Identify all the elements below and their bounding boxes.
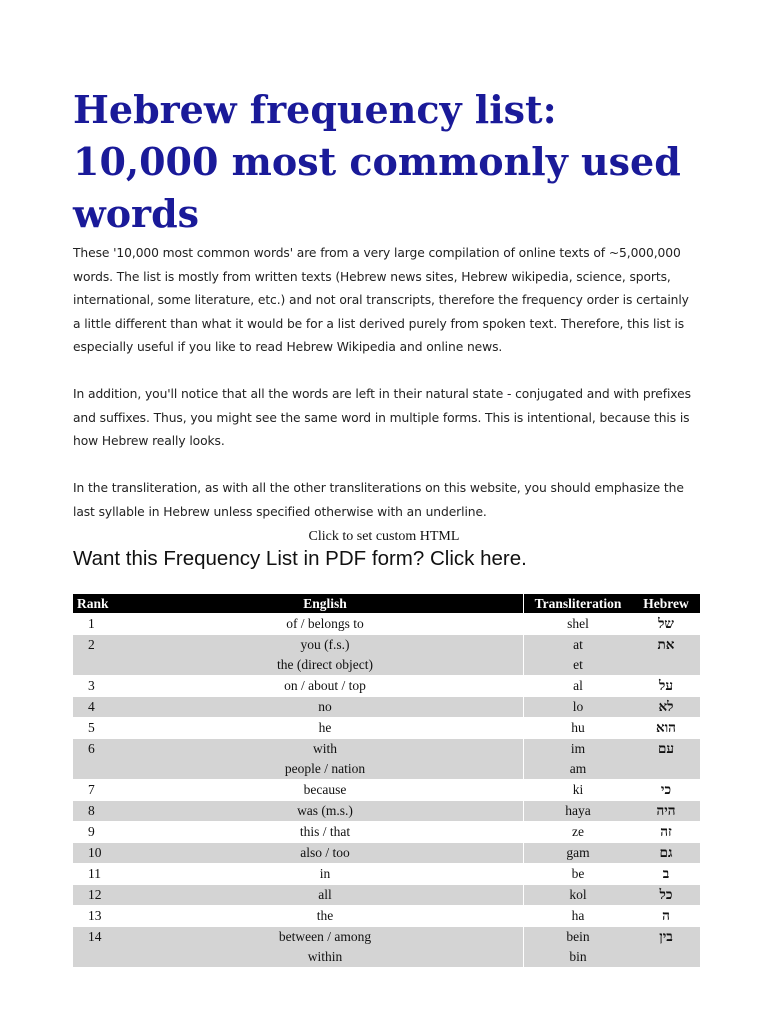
cell-rank: 7 — [73, 780, 127, 800]
cell-hebrew: זה — [632, 822, 700, 842]
cell-english — [127, 801, 523, 821]
cell-rank: 3 — [73, 676, 127, 696]
cell-rank: 4 — [73, 697, 127, 717]
transliteration-value: ha — [571, 908, 585, 923]
table-row — [73, 927, 700, 967]
cell-hebrew: הוא — [632, 718, 700, 738]
cell-transliteration — [523, 843, 632, 863]
table-row — [73, 718, 700, 738]
table-row — [73, 697, 700, 717]
cell-english — [127, 864, 523, 884]
cell-english — [127, 885, 523, 905]
table-row — [73, 780, 700, 800]
title-line: Hebrew frequency list: — [73, 87, 557, 132]
cell-transliteration — [523, 739, 632, 779]
pdf-prompt-text: Want this Frequency List in PDF form? Click — [73, 547, 481, 570]
header-transliteration: Transliteration — [523, 594, 632, 613]
transliteration-value: hu — [571, 720, 585, 735]
cell-english — [127, 822, 523, 842]
title-line: 10,000 most commonly used — [73, 139, 681, 184]
cell-english — [127, 739, 523, 779]
cell-hebrew: ה — [632, 906, 700, 926]
cell-hebrew: גם — [632, 843, 700, 863]
cell-hebrew: בין — [632, 927, 700, 967]
cell-hebrew: כל — [632, 885, 700, 905]
cell-english — [127, 906, 523, 926]
transliteration-value: ki — [572, 782, 584, 797]
english-meaning: was (m.s.) — [297, 803, 353, 818]
transliteration-value: bin — [569, 949, 587, 964]
table-header-row — [73, 594, 700, 613]
transliteration-value: lo — [572, 699, 584, 714]
transliteration-value: haya — [565, 803, 591, 818]
title-line: words — [73, 191, 200, 236]
transliteration-value: gam — [566, 845, 590, 860]
cell-transliteration — [523, 614, 632, 634]
cell-rank: 14 — [73, 927, 127, 967]
english-meaning: all — [318, 887, 332, 902]
table-row — [73, 676, 700, 696]
table-row — [73, 801, 700, 821]
cell-english — [127, 614, 523, 634]
transliteration-value: bein — [566, 929, 590, 944]
cell-transliteration — [523, 885, 632, 905]
transliteration-value: ze — [572, 824, 584, 839]
table-row — [73, 739, 700, 779]
english-meaning: within — [307, 949, 343, 964]
cell-transliteration — [523, 697, 632, 717]
english-meaning: on / about / top — [284, 678, 366, 693]
intro-paragraph: These '10,000 most common words' are from a very large compilation of online texts of ~5,000,000 words. The list is mostly from written texts (Hebrew news sites, Hebrew wikipedia, science, sports, international, some literature, etc.) and not oral transcripts, therefore the frequency order is certainly a little different than what it would be for a list derived purely from spoken text. Therefore, this list is especially useful if you like to read Hebrew Wikipedia and online news. — [73, 246, 689, 354]
transliteration-value: im — [570, 741, 586, 756]
cell-hebrew: של — [632, 614, 700, 634]
transliteration-value: et — [573, 657, 583, 672]
english-meaning: with — [312, 741, 337, 756]
cell-transliteration — [523, 635, 632, 675]
transliteration-value: kol — [569, 887, 587, 902]
english-meaning: people / nation — [284, 761, 366, 776]
english-meaning: you (f.s.) — [300, 637, 350, 652]
english-meaning: no — [318, 699, 332, 714]
english-meaning: this / that — [299, 824, 351, 839]
header-rank: Rank — [73, 594, 127, 613]
transliteration-value: al — [573, 678, 583, 693]
header-hebrew: Hebrew — [632, 594, 700, 613]
cell-hebrew: עם — [632, 739, 700, 779]
transliteration-value: be — [571, 866, 585, 881]
page-title — [73, 84, 695, 240]
cell-transliteration — [523, 864, 632, 884]
cell-hebrew: על — [632, 676, 700, 696]
cell-transliteration — [523, 780, 632, 800]
cell-transliteration — [523, 822, 632, 842]
table-row — [73, 635, 700, 675]
custom-html-placeholder[interactable]: Click to set custom HTML — [308, 529, 460, 544]
english-meaning: also / too — [300, 845, 350, 860]
transliteration-paragraph: In the transliteration, as with all the other transliterations on this website, you should emphasize the last syllable in Hebrew unless specified otherwise with an underline. — [73, 481, 684, 519]
cell-hebrew: את — [632, 635, 700, 675]
cell-transliteration — [523, 801, 632, 821]
transliteration-value: am — [569, 761, 587, 776]
english-meaning: in — [319, 866, 331, 881]
frequency-table — [73, 593, 700, 968]
cell-rank: 6 — [73, 739, 127, 779]
cell-rank: 10 — [73, 843, 127, 863]
cell-transliteration — [523, 676, 632, 696]
cell-hebrew: היה — [632, 801, 700, 821]
transliteration-value: at — [573, 637, 583, 652]
english-meaning: the (direct object) — [277, 657, 373, 672]
table-row — [73, 906, 700, 926]
cell-rank: 11 — [73, 864, 127, 884]
header-english: English — [127, 594, 523, 613]
cell-hebrew: כי — [632, 780, 700, 800]
table-row — [73, 843, 700, 863]
table-row — [73, 885, 700, 905]
cell-rank: 13 — [73, 906, 127, 926]
table-row — [73, 864, 700, 884]
cell-english — [127, 718, 523, 738]
forms-paragraph: In addition, you'll notice that all the words are left in their natural state - conjugated and with prefixes and suffixes. Thus, you might see the same word in multiple forms. This is intentional, because this is how Hebrew really looks. — [73, 387, 691, 448]
cell-hebrew: ב — [632, 864, 700, 884]
cell-rank: 12 — [73, 885, 127, 905]
english-meaning: he — [318, 720, 332, 735]
table-row — [73, 614, 700, 634]
table-body — [73, 614, 700, 967]
english-meaning: of / belongs to — [286, 616, 364, 631]
pdf-link[interactable]: here. — [480, 547, 527, 570]
cell-english — [127, 780, 523, 800]
cell-english — [127, 927, 523, 967]
cell-rank: 9 — [73, 822, 127, 842]
cell-rank: 5 — [73, 718, 127, 738]
cell-transliteration — [523, 927, 632, 967]
table-row — [73, 822, 700, 842]
cell-english — [127, 697, 523, 717]
cell-english — [127, 676, 523, 696]
transliteration-value: shel — [567, 616, 589, 631]
cell-english — [127, 635, 523, 675]
cell-rank: 2 — [73, 635, 127, 675]
english-meaning: the — [316, 908, 334, 923]
cell-hebrew: לא — [632, 697, 700, 717]
cell-rank: 1 — [73, 614, 127, 634]
pdf-prompt — [73, 546, 695, 572]
cell-transliteration — [523, 718, 632, 738]
cell-transliteration — [523, 906, 632, 926]
cell-english — [127, 843, 523, 863]
english-meaning: because — [303, 782, 347, 797]
english-meaning: between / among — [278, 929, 372, 944]
document-page — [73, 84, 695, 968]
cell-rank: 8 — [73, 801, 127, 821]
